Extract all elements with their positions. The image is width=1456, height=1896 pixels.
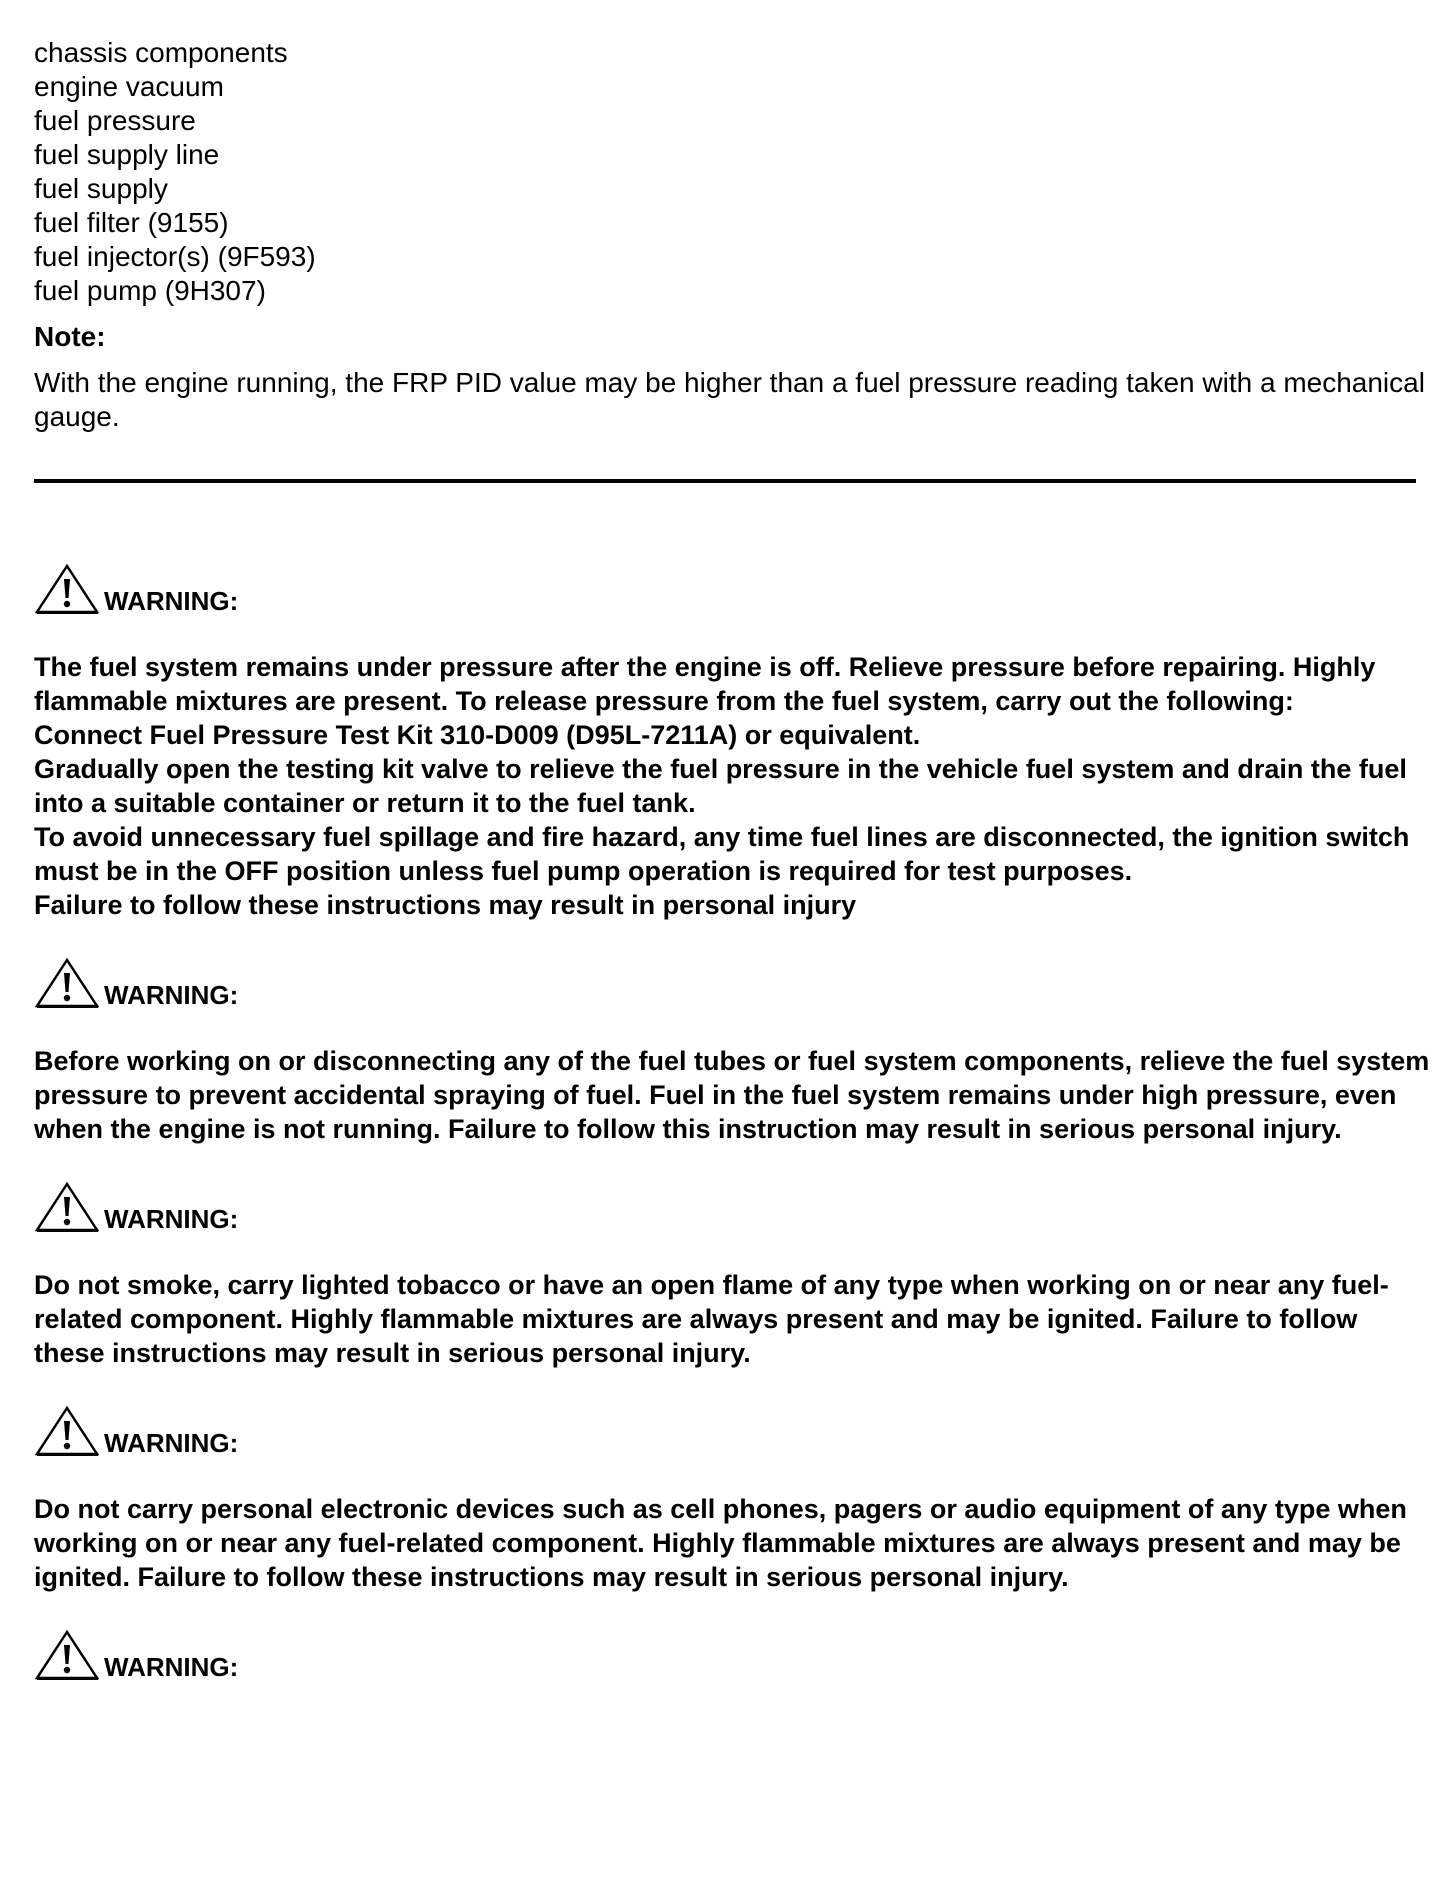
warning-block <box>34 1180 1434 1370</box>
section-divider <box>34 479 1416 483</box>
warning-text <box>34 1492 1434 1594</box>
warning-label: WARNING: <box>104 1652 239 1682</box>
warning-paragraph: Before working on or disconnecting any of the fuel tubes or fuel system components, relieve the fuel system pressure to prevent accidental spraying of fuel. Fuel in the fuel system remains under high pressure, even when the engine is not running. Failure to follow this instruction may result in serious personal injury. <box>34 1046 1430 1144</box>
note-label: Note: <box>34 321 106 352</box>
warning-block <box>34 562 1434 922</box>
warning-paragraph: Do not smoke, carry lighted tobacco or have an open flame of any type when working on or near any fuel-related component. Highly flammable mixtures are always present and may be ignited. Failure to follow these instructions may result in serious personal injury. <box>34 1270 1389 1368</box>
list-item: fuel supply line <box>34 139 220 170</box>
component-list <box>34 36 1434 308</box>
list-item: fuel injector(s) (9F593) <box>34 241 316 272</box>
list-item: fuel pressure <box>34 105 196 136</box>
warning-text <box>34 1044 1434 1146</box>
warning-label: WARNING: <box>104 1204 239 1234</box>
list-item: chassis components <box>34 37 288 68</box>
warning-paragraph: Failure to follow these instructions may result in personal injury <box>34 890 857 920</box>
list-item: fuel pump (9H307) <box>34 275 266 306</box>
warning-paragraph: The fuel system remains under pressure after the engine is off. Relieve pressure before repairing. Highly flammable mixtures are present. To release pressure from the fuel system, carry out the following: <box>34 652 1376 716</box>
warnings-section <box>34 562 1434 1682</box>
warning-paragraph: Connect Fuel Pressure Test Kit 310-D009 (D95L-7211A) or equivalent. <box>34 720 921 750</box>
warning-triangle-icon <box>34 1404 100 1458</box>
warning-triangle-icon <box>34 1628 100 1682</box>
warning-text <box>34 1268 1434 1370</box>
warning-label: WARNING: <box>104 980 239 1010</box>
warning-label: WARNING: <box>104 1428 239 1458</box>
warning-block <box>34 1404 1434 1594</box>
warning-header <box>34 1404 1434 1458</box>
warning-block <box>34 1628 1434 1682</box>
document-page <box>34 36 1434 434</box>
warning-label: WARNING: <box>104 586 239 616</box>
warning-header <box>34 956 1434 1010</box>
note-text: With the engine running, the FRP PID value may be higher than a fuel pressure reading taken with a mechanical gauge. <box>34 367 1425 432</box>
list-item: fuel filter (9155) <box>34 207 229 238</box>
warning-block <box>34 956 1434 1146</box>
warning-header <box>34 562 1434 616</box>
warning-header <box>34 1180 1434 1234</box>
warning-text <box>34 650 1434 922</box>
warning-triangle-icon <box>34 1180 100 1234</box>
warning-triangle-icon <box>34 956 100 1010</box>
warning-paragraph: To avoid unnecessary fuel spillage and fire hazard, any time fuel lines are disconnected, the ignition switch must be in the OFF position unless fuel pump operation is required for test purposes. <box>34 822 1410 886</box>
list-item: fuel supply <box>34 173 168 204</box>
warning-paragraph: Gradually open the testing kit valve to relieve the fuel pressure in the vehicle fuel system and drain the fuel into a suitable container or return it to the fuel tank. <box>34 754 1407 818</box>
warning-paragraph: Do not carry personal electronic devices such as cell phones, pagers or audio equipment of any type when working on or near any fuel-related component. Highly flammable mixtures are always present and may be ignited. Failure to follow these instructions may result in serious personal injury. <box>34 1494 1407 1592</box>
warning-triangle-icon <box>34 562 100 616</box>
warning-header <box>34 1628 1434 1682</box>
list-item: engine vacuum <box>34 71 224 102</box>
